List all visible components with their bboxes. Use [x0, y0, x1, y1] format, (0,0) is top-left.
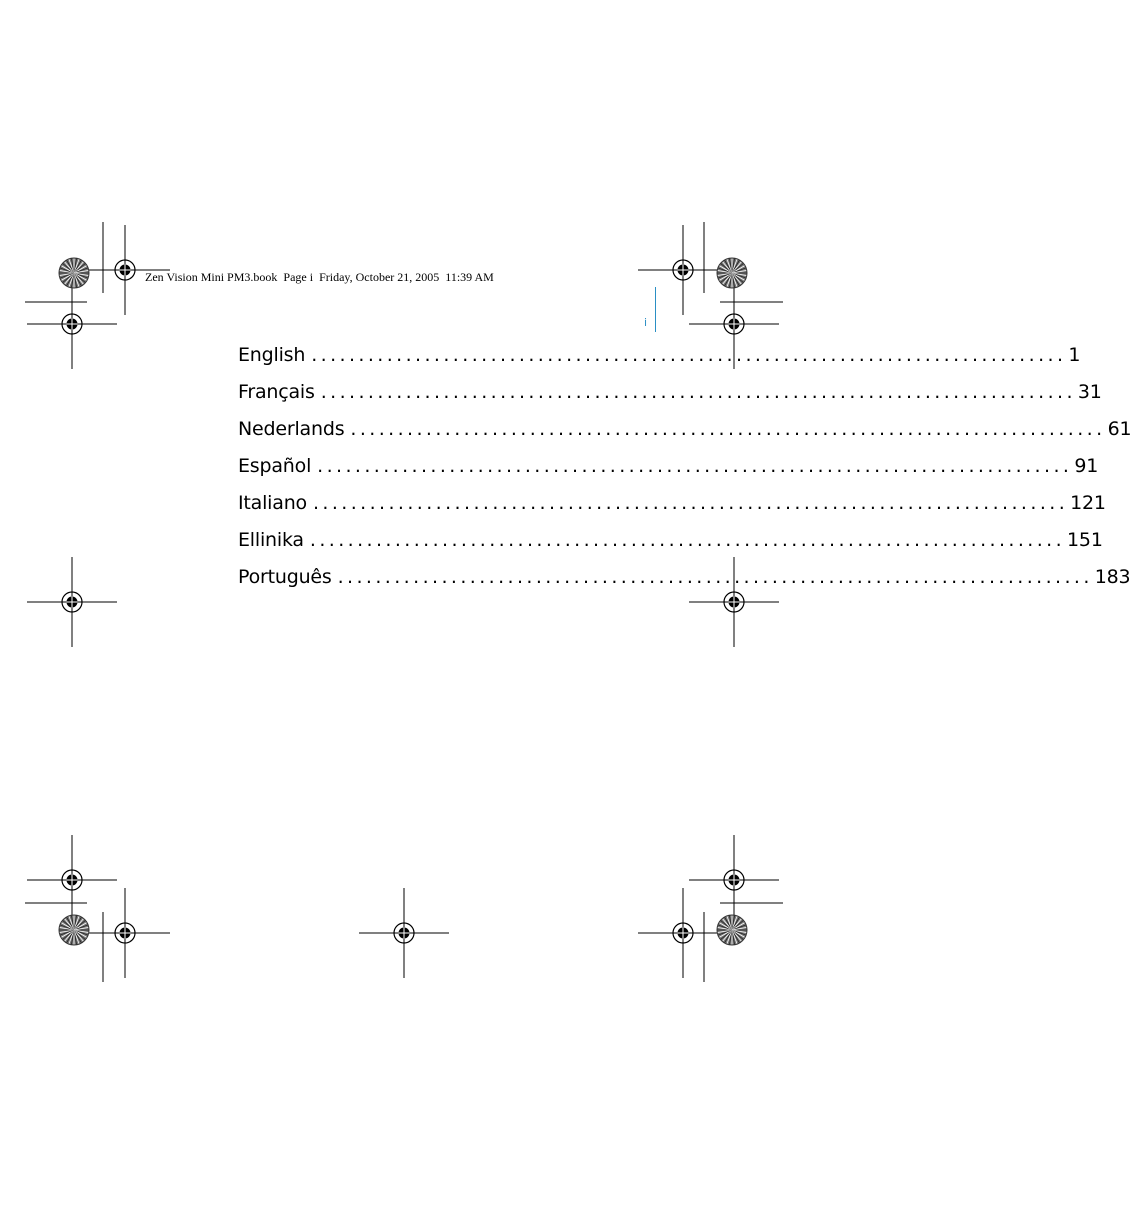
toc-entry-label: Nederlands [238, 418, 345, 440]
toc-entry-label: Italiano [238, 492, 307, 514]
toc-entry-label: Español [238, 455, 312, 477]
registration-target-icon [689, 835, 779, 925]
toc-entry-label: Français [238, 381, 315, 403]
toc-entry-francais[interactable] [238, 381, 1102, 418]
dot-leader: ................................................................................ [350, 418, 1106, 440]
toc-entry-english[interactable] [238, 344, 1081, 381]
table-of-contents [238, 344, 1131, 603]
color-starburst-icon [717, 258, 747, 288]
toc-entry-label: English [238, 344, 306, 366]
toc-entry-page: 151 [1067, 529, 1103, 551]
dot-leader: ................................................................................ [320, 381, 1076, 403]
registration-target-icon [27, 835, 117, 925]
dot-leader: ................................................................................ [317, 455, 1073, 477]
dot-leader: ................................................................................ [309, 529, 1066, 551]
toc-entry-page: 121 [1070, 492, 1106, 514]
registration-target-icon [359, 888, 449, 978]
registration-target-icon [638, 888, 728, 978]
toc-entry-nederlands[interactable] [238, 418, 1131, 455]
toc-entry-label: Português [238, 566, 332, 588]
toc-entry-espanol[interactable] [238, 455, 1099, 492]
dot-leader: ................................................................................ [311, 344, 1067, 366]
toc-entry-ellinika[interactable] [238, 529, 1103, 566]
toc-entry-page: 1 [1068, 344, 1081, 366]
page-marker-rule [655, 287, 656, 332]
toc-entry-page: 61 [1107, 418, 1131, 440]
dot-leader: ................................................................................ [312, 492, 1069, 514]
page-number: i [644, 316, 648, 329]
toc-entry-page: 183 [1094, 566, 1131, 588]
toc-entry-portugues[interactable] [238, 566, 1131, 603]
toc-entry-page: 31 [1077, 381, 1102, 403]
dot-leader: ................................................................................ [337, 566, 1093, 588]
registration-target-icon [80, 888, 170, 978]
toc-entry-page: 91 [1074, 455, 1099, 477]
registration-target-icon [638, 225, 728, 315]
toc-entry-label: Ellinika [238, 529, 304, 551]
color-starburst-icon [717, 915, 747, 945]
print-header: Zen Vision Mini PM3.book Page i Friday, October 21, 2005 11:39 AM [145, 270, 494, 284]
toc-entry-italiano[interactable] [238, 492, 1106, 529]
color-starburst-icon [59, 915, 89, 945]
color-starburst-icon [59, 258, 89, 288]
registration-target-icon [27, 557, 117, 647]
